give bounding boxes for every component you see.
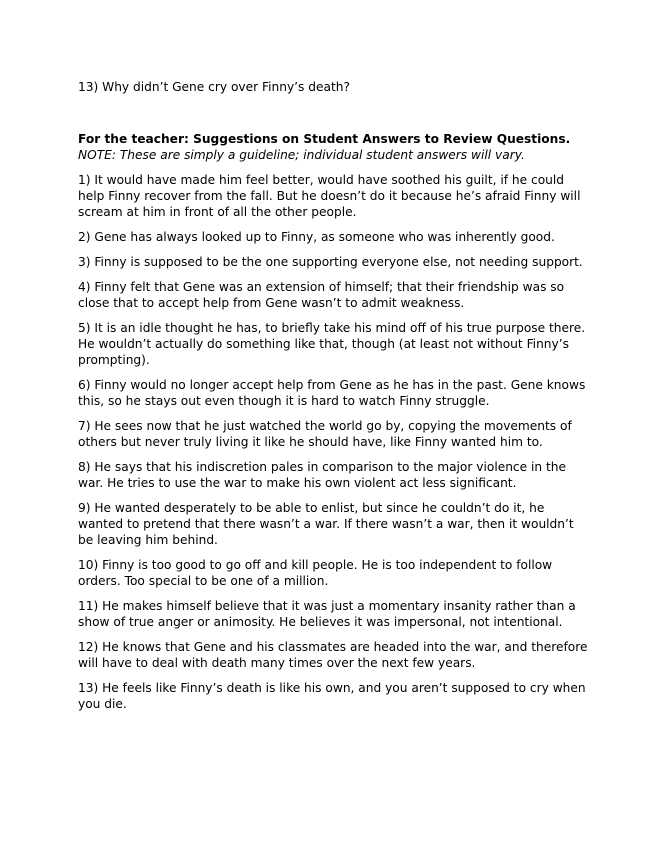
answer-7: 7) He sees now that he just watched the world go by, copying the movements of others but never truly living it like he should have, like Finny wanted him to. [78,419,572,449]
teacher-heading: For the teacher: Suggestions on Student Answers to Review Questions. [78,132,571,146]
answer-5: 5) It is an idle thought he has, to briefly take his mind off of his true purpose there. He wouldn’t actually do something like that, though (at least not without Finny’s prompting). [78,321,586,367]
answer-1: 1) It would have made him feel better, would have soothed his guilt, if he could help Finny recover from the fall. But he doesn’t do it because he’s afraid Finny will scream at him in front of all the other people. [78,173,581,219]
answer-8: 8) He says that his indiscretion pales in comparison to the major violence in the war. He tries to use the war to make his own violent act less significant. [78,460,566,490]
answer-list [78,172,590,721]
answer-11: 11) He makes himself believe that it was just a momentary insanity rather than a show of true anger or animosity. He believes it was impersonal, not intentional. [78,599,576,629]
answer-10: 10) Finny is too good to go off and kill people. He is too independent to follow orders. Too special to be one of a million. [78,558,553,588]
answer-3: 3) Finny is supposed to be the one supporting everyone else, not needing support. [78,255,583,269]
answer-6: 6) Finny would no longer accept help from Gene as he has in the past. Gene knows this, so he stays out even though it is hard to watch Finny struggle. [78,378,586,408]
answer-12: 12) He knows that Gene and his classmates are headed into the war, and therefore will have to deal with death many times over the next few years. [78,640,588,670]
answer-2: 2) Gene has always looked up to Finny, as someone who was inherently good. [78,230,555,244]
answer-13: 13) He feels like Finny’s death is like his own, and you aren’t supposed to cry when you die. [78,681,586,711]
teacher-section [78,131,590,163]
review-question-13: 13) Why didn’t Gene cry over Finny’s death? [78,80,350,94]
answer-4: 4) Finny felt that Gene was an extension of himself; that their friendship was so close that to accept help from Gene wasn’t to admit weakness. [78,280,565,310]
answer-9: 9) He wanted desperately to be able to enlist, but since he couldn’t do it, he wanted to pretend that there wasn’t a war. If there wasn’t a war, then it wouldn’t be leaving him behind. [78,501,574,547]
teacher-note: NOTE: These are simply a guideline; individual student answers will vary. [78,148,525,162]
